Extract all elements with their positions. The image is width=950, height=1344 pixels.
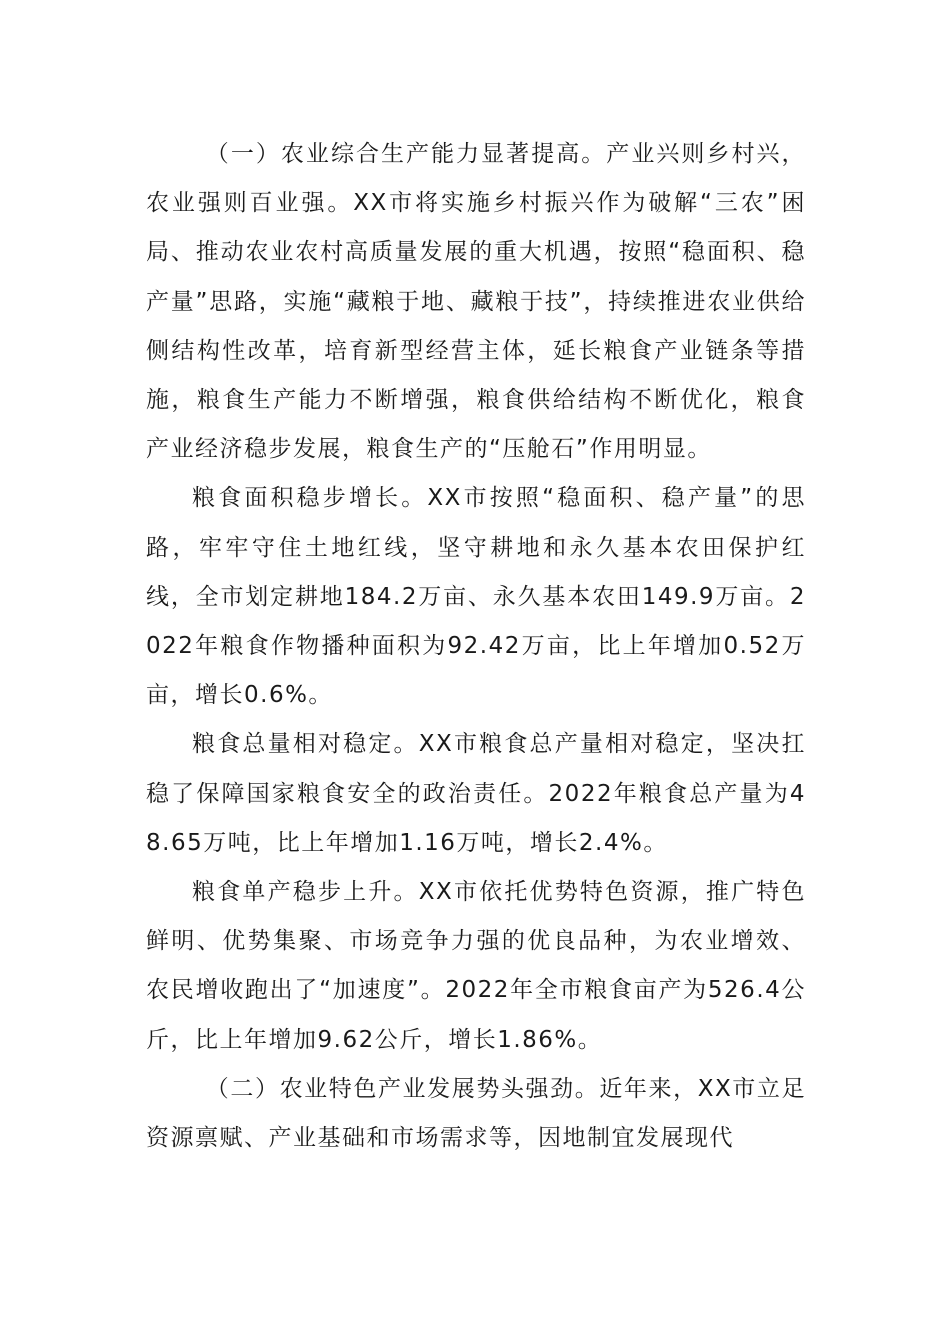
paragraph-section-1: （一）农业综合生产能力显著提高。产业兴则乡村兴，农业强则百业强。XX市将实施乡村振兴作为破解“三农”困局、推动农业农村高质量发展的重大机遇，按照“稳面积、稳产量”思路，实施“藏粮于地、藏粮于技”，持续推进农业供给侧结构性改革，培育新型经营主体，延长粮食产业链条等措施，粮食生产能力不断增强，粮食供给结构不断优化，粮食产业经济稳步发展，粮食生产的“压舱石”作用明显。: [146, 141, 806, 463]
paragraph-grain-area: 粮食面积稳步增长。XX市按照“稳面积、稳产量”的思路，牢牢守住土地红线，坚守耕地和永久基本农田保护红线，全市划定耕地184.2万亩、永久基本农田149.9万亩。2022年粮食作物播种面积为92.42万亩，比上年增加0.52万亩，增长0.6%。: [146, 485, 806, 709]
paragraph-section-2: （二）农业特色产业发展势头强劲。近年来，XX市立足资源禀赋、产业基础和市场需求等，因地制宜发展现代: [146, 1075, 806, 1152]
document-body: [146, 130, 806, 1163]
paragraph-grain-total: 粮食总量相对稳定。XX市粮食总产量相对稳定，坚决扛稳了保障国家粮食安全的政治责任。2022年粮食总产量为48.65万吨，比上年增加1.16万吨，增长2.4%。: [146, 731, 806, 856]
paragraph-grain-yield: 粮食单产稳步上升。XX市依托优势特色资源，推广特色鲜明、优势集聚、市场竞争力强的优良品种，为农业增效、农民增收跑出了“加速度”。2022年全市粮食亩产为526.4公斤，比上年增加9.62公斤，增长1.86%。: [146, 879, 806, 1053]
